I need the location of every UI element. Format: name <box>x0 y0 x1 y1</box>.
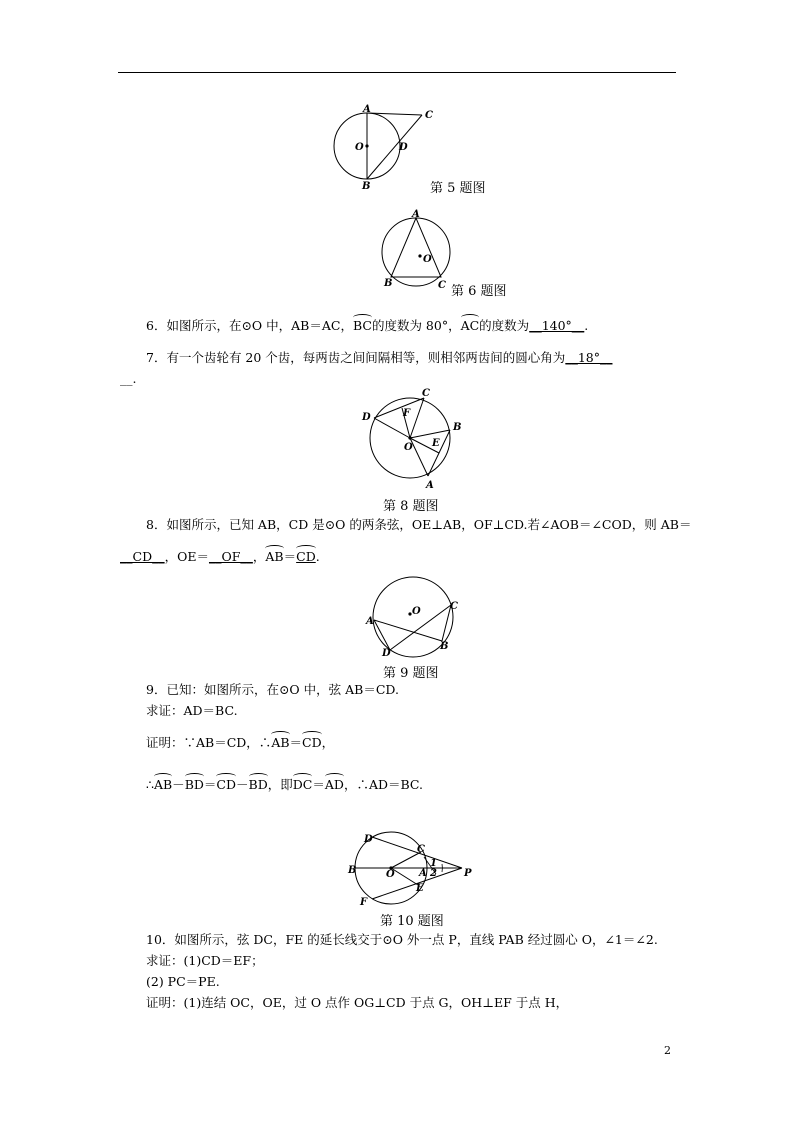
figure-9-diagram <box>360 574 470 658</box>
label-B: B <box>440 641 449 652</box>
minus-2: － <box>236 777 249 792</box>
question-7-line1 <box>146 350 612 366</box>
label-A: A <box>363 104 371 115</box>
q8-answer-1: __CD__ <box>120 549 165 564</box>
label-D: D <box>364 834 373 845</box>
label-D: D <box>382 648 391 659</box>
question-10-line3: (2) PC＝PE. <box>146 974 220 989</box>
q9-eq: ＝ <box>289 735 303 750</box>
label-F: F <box>403 408 411 419</box>
q6-part1: 6．如图所示，在⊙O 中，AB＝AC， <box>146 318 353 333</box>
figure-9-caption: 第 9 题图 <box>383 666 439 681</box>
label-P: P <box>464 868 472 879</box>
label-C: C <box>417 844 425 855</box>
figure-10 <box>344 830 484 906</box>
label-C: C <box>438 280 446 291</box>
figure-10-caption: 第 10 题图 <box>380 914 444 929</box>
label-O: O <box>423 254 432 265</box>
q9-end: ，∴AD＝BC. <box>343 777 423 792</box>
q8-sep1: ，OE＝ <box>164 549 209 564</box>
label-B: B <box>348 865 357 876</box>
question-8-line2 <box>120 549 320 565</box>
q9-therefore: ∴ <box>146 777 154 792</box>
label-B: B <box>362 181 371 192</box>
q6-answer: __140°__ <box>529 318 585 333</box>
arc-ad: AD <box>324 777 344 792</box>
q9-mid: ，即 <box>267 777 293 792</box>
q8-answer-2: __OF__ <box>208 549 253 564</box>
q7-answer: __18°__ <box>565 350 613 365</box>
label-O: O <box>404 442 413 453</box>
label-A: A <box>412 209 420 220</box>
arc-bd-2: BD <box>248 777 268 792</box>
q6-end: . <box>584 318 589 333</box>
label-E: E <box>432 438 440 449</box>
arc-cd-2: CD <box>216 777 237 792</box>
minus-1: － <box>172 777 185 792</box>
arc-ab: AB <box>271 735 290 750</box>
arc-bc: BC <box>352 318 372 333</box>
figure-8-diagram <box>358 386 468 490</box>
eq-3: ＝ <box>312 777 325 792</box>
label-B: B <box>453 422 462 433</box>
q6-part3: 的度数为 <box>479 318 530 333</box>
question-9-line2: 求证：AD＝BC. <box>146 703 238 718</box>
question-8-line1: 8．如图所示，已知 AB，CD 是⊙O 的两条弦，OE⊥AB，OF⊥CD.若∠AOB＝∠COD，则 AB＝ <box>146 517 692 532</box>
label-E: E <box>416 883 424 894</box>
figure-6-diagram <box>380 208 460 290</box>
figure-8 <box>358 386 468 490</box>
figure-6-caption: 第 6 题图 <box>451 284 507 299</box>
label-A: A <box>419 868 427 879</box>
label-O: O <box>386 869 395 880</box>
figure-5-diagram <box>330 104 440 194</box>
eq-2: ＝ <box>203 777 217 792</box>
label-C: C <box>422 388 430 399</box>
q8-sep2: ， <box>252 549 266 564</box>
label-A: A <box>426 480 434 491</box>
figure-5-caption: 第 5 题图 <box>430 181 486 196</box>
question-7-line2: __. <box>120 371 137 386</box>
header-rule <box>118 72 676 73</box>
q8-end: . <box>315 549 320 564</box>
arc-dc: DC <box>292 777 313 792</box>
question-6 <box>146 318 588 334</box>
label-D: D <box>399 142 408 153</box>
question-9-proof-2 <box>146 777 423 793</box>
label-C: C <box>450 601 458 612</box>
q9-comma: ， <box>321 735 335 750</box>
question-10-line1: 10．如图所示，弦 DC，FE 的延长线交于⊙O 外一点 P，直线 PAB 经过圆心 O，∠1＝∠2. <box>146 932 658 947</box>
figure-5 <box>330 104 440 194</box>
q9-proof-pre: 证明：∵AB＝CD，∴ <box>146 735 272 750</box>
label-F: F <box>360 897 368 908</box>
q7-text: 7．有一个齿轮有 20 个齿，每两齿之间间隔相等，则相邻两齿间的圆心角为 <box>146 350 566 365</box>
label-2: 2 <box>430 868 437 879</box>
label-C: C <box>425 110 433 121</box>
figure-6 <box>380 208 460 290</box>
page-number: 2 <box>664 1044 671 1057</box>
q8-answer-3-arc-cd: CD <box>296 549 316 564</box>
question-10-line4: 证明：(1)连结 OC，OE，过 O 点作 OG⊥CD 于点 G，OH⊥EF 于点 H， <box>146 995 569 1010</box>
arc-ab-2: AB <box>153 777 173 792</box>
figure-9 <box>360 574 470 658</box>
label-O: O <box>412 606 421 617</box>
q6-part2: 的度数为 80°， <box>371 318 461 333</box>
question-9-proof-1 <box>146 735 334 751</box>
question-10-line2: 求证：(1)CD＝EF； <box>146 953 264 968</box>
question-9-line1: 9．已知：如图所示，在⊙O 中，弦 AB＝CD. <box>146 682 399 697</box>
label-O: O <box>355 142 364 153</box>
arc-bd: BD <box>184 777 204 792</box>
label-A: A <box>366 616 374 627</box>
figure-10-diagram <box>344 830 484 906</box>
label-1: 1 <box>430 858 437 869</box>
label-B: B <box>384 278 393 289</box>
arc-cd: CD <box>302 735 322 750</box>
q8-sep3: ＝ <box>283 549 297 564</box>
arc-ab: AB <box>265 549 284 564</box>
arc-ac: AC <box>460 318 480 333</box>
figure-8-caption: 第 8 题图 <box>383 499 439 514</box>
label-D: D <box>362 412 371 423</box>
